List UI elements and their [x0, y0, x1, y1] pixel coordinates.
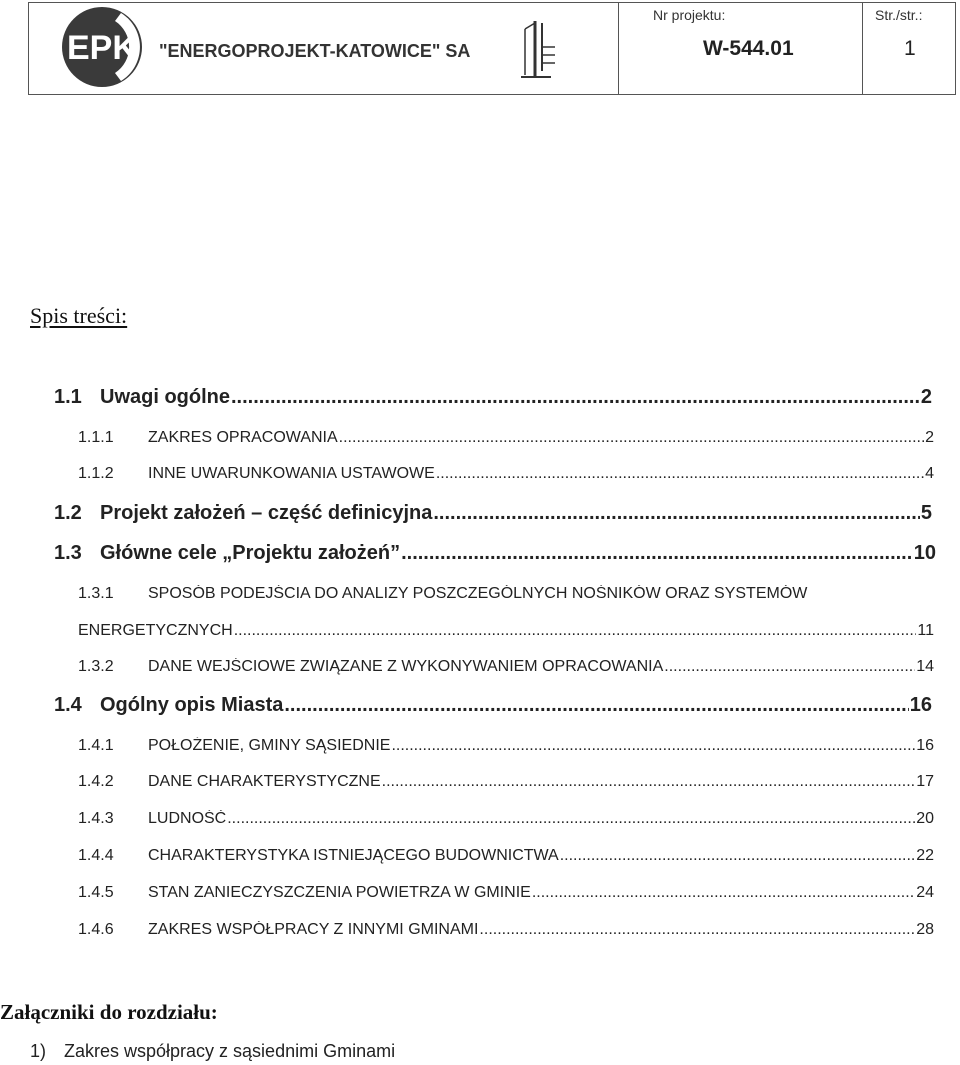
toc-entry-number: 1.2 — [54, 502, 82, 524]
toc-entry-number: 1.4.2 — [78, 773, 114, 790]
toc-entry-title: POŁOŻENIE, GMINY SĄSIEDNIE — [148, 737, 391, 754]
toc-leader-dots — [391, 737, 915, 755]
toc-entry-number: 1.1.2 — [78, 465, 114, 482]
toc-leader-dots — [234, 622, 917, 640]
toc-entry[interactable] — [78, 465, 934, 483]
header-divider — [862, 3, 863, 94]
toc-entry[interactable] — [78, 921, 934, 939]
toc-entry[interactable] — [78, 847, 934, 865]
toc-entry-title: Projekt założeń – część definicyjna — [100, 502, 433, 524]
toc-entry-page: 4 — [925, 465, 934, 482]
page-number-label: Str./str.: — [875, 7, 923, 23]
toc-leader-dots — [436, 465, 924, 483]
toc-entry[interactable] — [54, 386, 932, 409]
toc-leader-dots — [532, 884, 915, 902]
toc-entry-title: DANE CHARAKTERYSTYCZNE — [148, 773, 381, 790]
toc-entry-title: Główne cele „Projektu założeń” — [100, 542, 401, 564]
toc-leader-dots — [664, 658, 915, 676]
toc-entry[interactable] — [78, 810, 934, 828]
toc-entry-number: 1.3.2 — [78, 658, 114, 675]
toc-leader-dots — [231, 386, 920, 409]
toc-entry[interactable] — [78, 773, 934, 791]
attachment-item — [30, 1041, 395, 1062]
company-name: "ENERGOPROJEKT-KATOWICE" SA — [159, 41, 471, 61]
toc-entry-title: ZAKRES WSPÓŁPRACY Z INNYMI GMINAMI — [148, 921, 479, 938]
toc-leader-dots — [401, 542, 913, 565]
toc-entry-title-continuation: ENERGETYCZNYCH — [78, 622, 233, 639]
toc-entry-title: Uwagi ogólne — [100, 386, 230, 408]
toc-entry-number: 1.1.1 — [78, 429, 114, 446]
toc-entry-number: 1.4.4 — [78, 847, 114, 864]
toc-entry-title: Ogólny opis Miasta — [100, 694, 284, 716]
epk-logo — [61, 3, 143, 91]
project-number: W-544.01 — [703, 37, 794, 60]
toc-entry-number: 1.4.5 — [78, 884, 114, 901]
toc-leader-dots — [479, 921, 915, 939]
toc-entry-page: 2 — [925, 429, 934, 446]
toc-entry-number: 1.4.6 — [78, 921, 114, 938]
toc-entry-page: 5 — [920, 502, 932, 524]
toc-entry[interactable] — [54, 542, 936, 565]
toc-entry-number: 1.4 — [54, 694, 82, 716]
building-mark-icon — [521, 19, 555, 79]
toc-entry-number: 1.4.1 — [78, 737, 114, 754]
attachment-text: Zakres współpracy z sąsiednimi Gminami — [64, 1041, 396, 1061]
toc-entry-number: 1.1 — [54, 386, 82, 408]
toc-entry-page: 24 — [916, 884, 934, 901]
toc-leader-dots — [382, 773, 916, 791]
toc-leader-dots — [227, 810, 915, 828]
toc-entry-page: 28 — [916, 921, 934, 938]
toc-entry-number: 1.3.1 — [78, 585, 114, 602]
toc-entry-number: 1.3 — [54, 542, 82, 564]
toc-entry-page: 16 — [909, 694, 932, 716]
toc-entry[interactable] — [54, 502, 932, 525]
header-divider — [618, 3, 619, 94]
toc-entry-page: 16 — [916, 737, 934, 754]
toc-entry-page: 20 — [916, 810, 934, 827]
toc-entry-number: 1.4.3 — [78, 810, 114, 827]
toc-entry[interactable] — [78, 737, 934, 755]
logo-text: EPK — [67, 29, 137, 67]
toc-entry[interactable] — [78, 429, 934, 447]
toc-leader-dots — [433, 502, 920, 525]
toc-entry-title: STAN ZANIECZYSZCZENIA POWIETRZA W GMINIE — [148, 884, 531, 901]
toc-leader-dots — [284, 694, 908, 717]
toc-entry[interactable] — [54, 694, 932, 717]
toc-entry-page: 22 — [916, 847, 934, 864]
toc-entry-page: 17 — [916, 773, 934, 790]
toc-entry-page: 14 — [916, 658, 934, 675]
attachment-number: 1) — [30, 1041, 47, 1061]
project-number-label: Nr projektu: — [653, 7, 726, 23]
toc-entry[interactable] — [78, 658, 934, 676]
toc-entry-title: CHARAKTERYSTYKA ISTNIEJĄCEGO BUDOWNICTWA — [148, 847, 559, 864]
toc-entry-continuation[interactable] — [78, 622, 934, 640]
toc-leader-dots — [339, 429, 924, 447]
toc-entry-title: LUDNOŚĆ — [148, 810, 227, 827]
toc-entry-page: 10 — [913, 542, 936, 564]
toc-entry[interactable] — [78, 585, 934, 603]
toc-entry-title: INNE UWARUNKOWANIA USTAWOWE — [148, 465, 435, 482]
toc-entry-page: 11 — [917, 622, 934, 639]
toc-entry-title: SPOSÓB PODEJŚCIA DO ANALIZY POSZCZEGÓLNYCH NOŚNIKÓW ORAZ SYSTEMÓW — [148, 585, 808, 602]
document-header — [28, 2, 956, 95]
attachments-title: Załączniki do rozdziału: — [0, 1000, 218, 1024]
toc-title: Spis treści: — [30, 303, 128, 328]
toc-entry-title: ZAKRES OPRACOWANIA — [148, 429, 338, 446]
toc-leader-dots — [560, 847, 915, 865]
toc-entry[interactable] — [78, 884, 934, 902]
toc-entry-title: DANE WEJŚCIOWE ZWIĄZANE Z WYKONYWANIEM OPRACOWANIA — [148, 658, 664, 675]
page-number: 1 — [904, 37, 916, 60]
toc-entry-page: 2 — [920, 386, 932, 408]
